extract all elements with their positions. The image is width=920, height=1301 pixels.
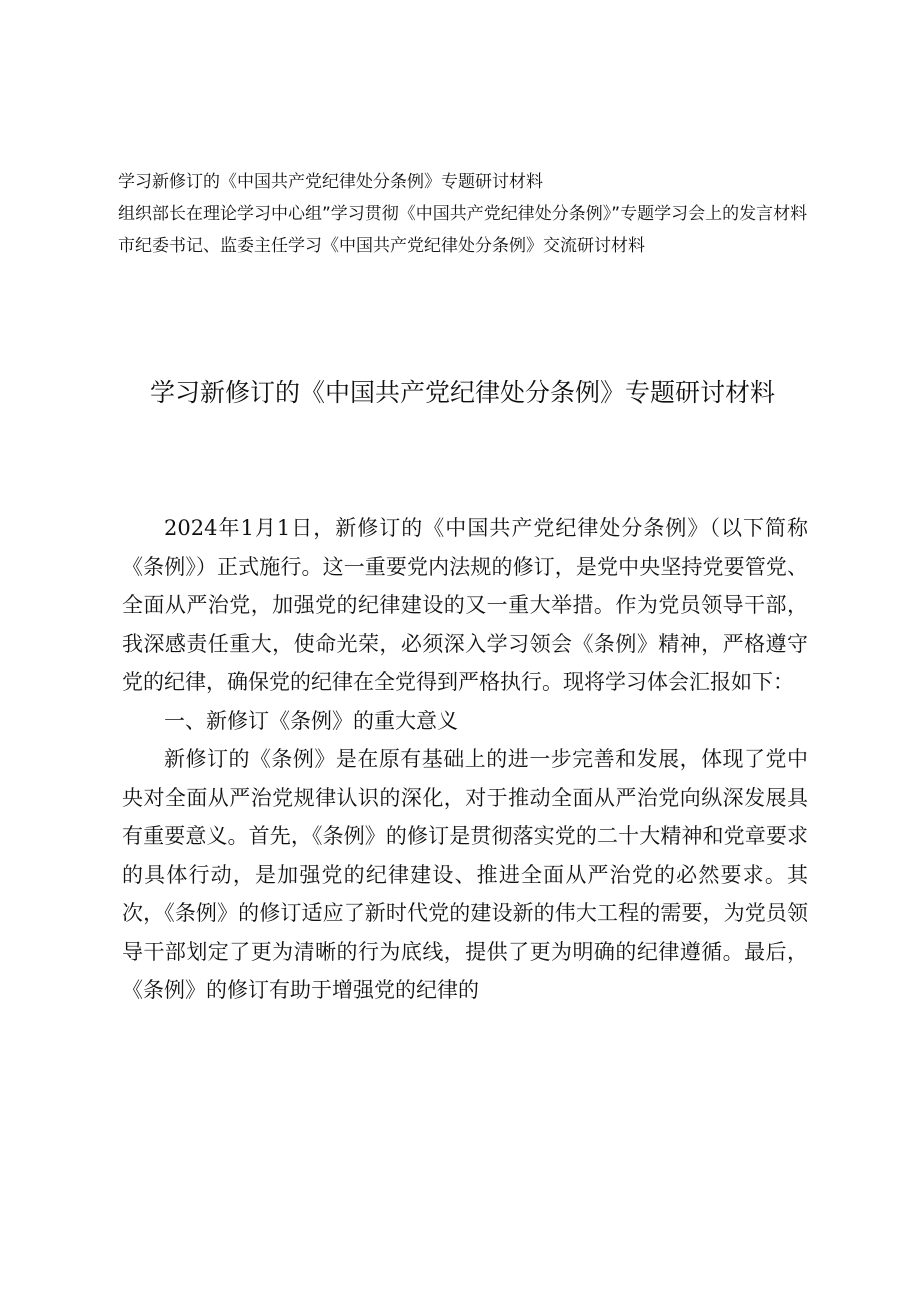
table-of-contents	[118, 166, 818, 262]
toc-item-2[interactable]: 组织部长在理论学习中心组”学习贯彻《中国共产党纪律处分条例》”专题学习会上的发言材料	[118, 204, 808, 224]
toc-item-1[interactable]: 学习新修订的《中国共产党纪律处分条例》专题研讨材料	[118, 172, 543, 192]
article-title: 学习新修订的《中国共产党纪律处分条例》专题研讨材料	[149, 378, 775, 407]
toc-item-3[interactable]: 市纪委书记、监委主任学习《中国共产党纪律处分条例》交流研讨材料	[118, 236, 645, 256]
intro-paragraph: 2024年1月1日，新修订的《中国共产党纪律处分条例》（以下简称《条例》）正式施行。这一重要党内法规的修订，是党中央坚持党要管党、全面从严治党，加强党的纪律建设的又一重大举措。作为党员领导干部，我深感责任重大，使命光荣，必须深入学习领会《条例》精神，严格遵守党的纪律，确保党的纪律在全党得到严格执行。现将学习体会汇报如下：	[122, 516, 808, 694]
section-paragraph: 新修订的《条例》是在原有基础上的进一步完善和发展，体现了党中央对全面从严治党规律认识的深化，对于推动全面从严治党向纵深发展具有重要意义。首先，《条例》的修订是贯彻落实党的二十大精神和党章要求的具体行动，是加强党的纪律建设、推进全面从严治党的必然要求。其次，《条例》的修订适应了新时代党的建设新的伟大工程的需要，为党员领导干部划定了更为清晰的行为底线，提供了更为明确的纪律遵循。最后，《条例》的修订有助于增强党的纪律的	[122, 747, 808, 1002]
section-heading: 一、新修订《条例》的重大意义	[164, 708, 458, 733]
article-body	[122, 509, 808, 1010]
